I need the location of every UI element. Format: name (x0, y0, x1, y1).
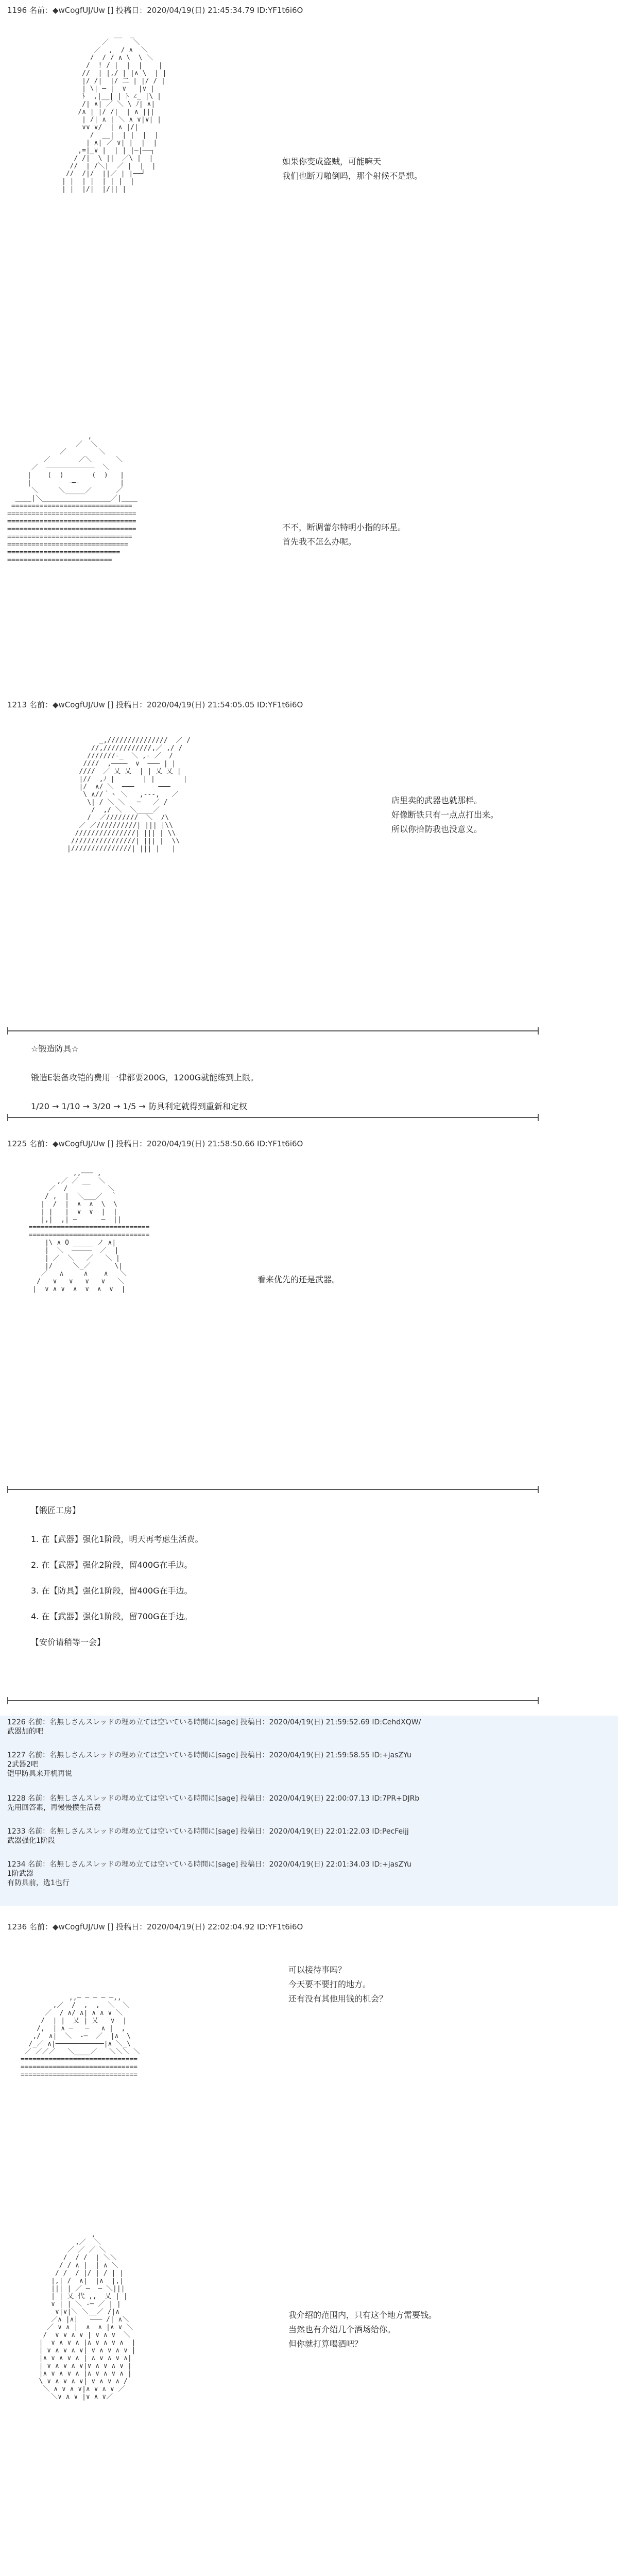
reply-body: 先用回答素，再慢慢攒生活费 (7, 1804, 101, 1812)
dialog-line: 可以接待事吗？ (288, 1965, 347, 1975)
note-line: 锻造E装备攻铠的费用一律都要200G，1200G就能练到上限。 (31, 1073, 259, 1082)
reply-item (0, 1716, 618, 1749)
dialog-line: 我们也断刀啪倒吗，那个射候不是想。 (282, 171, 423, 181)
ascii-art: _,/////////////// ／ / //,////////////,／ ,/ / ///////-_ ＼ ,‐ ／ / //// ,──── ∨ ─── | | //// ／ 乂 乂 | | 乂 乂 | |// ,ﾉ | | | | |/ ∧/ ＼ ─── ─── \ ∧//｀ヽ ＼ ,-‐-, ／ \| / ＼ ＼ ─ ／ / / ,/ ＼ ＼____／ / ／//////// ＼ /\ ／ ／//////////| ||| |\\ ///////////////| ||| | \\ ////////////////| ||| | \\ |///////////////| ||| | | (67, 737, 191, 853)
dialog-line: 还有没有其他用钱的机会？ (288, 1994, 388, 2004)
post-continuation (0, 392, 618, 680)
post-1196 (0, 0, 618, 286)
post-continuation-2 (0, 2215, 618, 2576)
section-divider (7, 1117, 539, 1118)
reply-header: 1228 名前：名無しさんスレッドの埋め立ては空いている時間に[sage] 投稿日：2020/04/19(日) 22:00:07.13 ID:7PR+DJRb (7, 1794, 420, 1803)
dialog-text (288, 2308, 437, 2351)
ascii-art: ,,─ ─ ─ ─ ─,, ,／ / , , ＼ ＼ ／ / ∧/ ∧| ∧ ∧ ∨ ＼ / | | 乂 | 乂 ∨ | /, | ∧ ─ ─ ∧ | , ,/ ∧| ＼ ‐─ ／ |∧ \ /_／ ∧|────────────|∧ ＼_\ ／ ／／／ ＼____／ ＼＼＼ ＼ ============================= ============================= ============================= (21, 1994, 140, 2079)
option-3[interactable]: 3. 在【防具】强化1阶段，留400G在手边。 (31, 1586, 193, 1596)
reply-header: 1226 名前：名無しさんスレッドの埋め立ては空いている時間に[sage] 投稿日：2020/04/19(日) 21:59:52.69 ID:CehdXQW/ (7, 1718, 421, 1726)
post-1213 (0, 690, 618, 1010)
reply-item (0, 1825, 618, 1858)
post-header: 1196 名前：◆wCogfUJ/Uw [] 投稿日：2020/04/19(日) 21:45:34.79 ID:YF1t6i6O (7, 6, 303, 15)
dialog-line: 当然也有介绍几个酒场给你。 (288, 2325, 396, 2334)
reply-body: 2武器2吧 铠甲防具来开机再说 (7, 1760, 72, 1778)
reply-item (0, 1792, 618, 1825)
reply-item (0, 1858, 618, 1901)
dialog-line: 好像断铁只有一点点打出来。 (391, 810, 499, 820)
spacer (31, 1056, 259, 1071)
dialog-line: 不不，断调蕾尔特明小指的环星。 (282, 522, 406, 532)
dialog-text (288, 1963, 387, 2006)
dialog-line: 如果你变成盗贼，可能嘛天 (282, 157, 382, 166)
reply-body: 武器强化1阶段 (7, 1837, 55, 1845)
post-1236 (0, 1917, 618, 2184)
reply-item (0, 1749, 618, 1792)
reply-body: 武器加的吧 (7, 1727, 43, 1736)
dialog-line: 首先我不怎么办呢。 (282, 537, 357, 547)
reply-header: 1233 名前：名無しさんスレッドの埋め立ては空いている時間に[sage] 投稿日：2020/04/19(日) 22:01:22.03 ID:PecFeijj (7, 1827, 409, 1836)
dialog-line: 店里卖的武器也就那样。 (391, 795, 483, 805)
dialog-line: 但你就打算喝酒吧？ (288, 2339, 363, 2349)
note-title: ☆锻造防具☆ (31, 1044, 79, 1054)
option-4[interactable]: 4. 在【武器】强化1阶段，留700G在手边。 (31, 1612, 193, 1621)
option-1[interactable]: 1. 在【武器】强化1阶段，明天再考虑生活费。 (31, 1534, 203, 1544)
post-header: 1225 名前：◆wCogfUJ/Uw [] 投稿日：2020/04/19(日) 21:58:50.66 ID:YF1t6i6O (7, 1139, 303, 1148)
section-divider (7, 1700, 539, 1701)
dialog-line: 今天要不要打的地方。 (288, 1979, 371, 1989)
dialog-line: 看来优先的还是武器。 (258, 1275, 340, 1284)
dialog-line: 我介绍的范围内，只有这个地方需要钱。 (288, 2310, 437, 2320)
post-1225 (0, 1133, 618, 1525)
section-divider (7, 1030, 539, 1031)
workshop-title: 【锻匠工房】 (31, 1505, 81, 1515)
dialog-text (258, 1273, 340, 1287)
reply-header: 1227 名前：名無しさんスレッドの埋め立ては空いている時間に[sage] 投稿日：2020/04/19(日) 21:59:58.55 ID:+jasZYu (7, 1751, 411, 1759)
post-header: 1213 名前：◆wCogfUJ/Uw [] 投稿日：2020/04/19(日) 21:54:05.05 ID:YF1t6i6O (7, 700, 303, 709)
section-divider (7, 1489, 539, 1490)
reply-header: 1234 名前：名無しさんスレッドの埋め立ては空いている時間に[sage] 投稿日：2020/04/19(日) 22:01:34.03 ID:+jasZYu (7, 1860, 411, 1869)
reply-body: 1阶武器 有防具前，选1也行 (7, 1870, 70, 1887)
post-header: 1236 名前：◆wCogfUJ/Uw [] 投稿日：2020/04/19(日) 22:02:04.92 ID:YF1t6i6O (7, 1922, 303, 1931)
ascii-art: ,,─── , ,／ ／ __ ＼ ／ / ＼ / , | ＼___／ ｀ | / | ∧ ∧ \ \ | | | ∨ ∨ | | |,| ,| ─ ─ || ============================== ============================== |\ ∧ O _____ ノ ∧| | ＼ ───── ／ | | ／ ＼ ／ ＼ | |/ ＼_／ \| ／ ∧ ∧ ∧ ＼ / ∨ ∨ ∨ ∨ ＼ | ∨ ∧ ∨ ∧ ∨ ∧ ∨ | (28, 1170, 150, 1293)
ascii-art: , ／ ＼ ／ ＼ ／ ／＼ ＼ ／ ──────────── ＼ | ( ) ( ) | | ‐─‐ | ＼ ＼_____／ ／ ____|＼_________________／|____ ============================== ================================ ================================ ================================ =============================== ============================== ============================ ========================== (7, 433, 138, 564)
spacer (31, 1085, 259, 1099)
forge-armor-note (31, 1042, 259, 1114)
dialog-text (282, 520, 406, 549)
smith-workshop-options (31, 1503, 203, 1650)
reply-list (0, 1716, 618, 1906)
note-line: 1/20 → 1/10 → 3/20 → 1/5 → 防具利定就得到重新和定权 (31, 1101, 247, 1111)
workshop-footer: 【安价请稍等一会】 (31, 1637, 106, 1647)
dialog-text (391, 793, 499, 837)
dialog-line: 所以你拾防我也没意义。 (391, 824, 483, 834)
ascii-art: , ,／ ＼ ／ ／ ／ ＼ / / / | ＼＼ / / ∧ | | ∧ ＼ / / / |/ | / | | |,| / ∧| |∧ |,| ||| | ／ ─ ─ ＼||| | | 乂 代 ,, 乂 | | ∨ | | ＼ ‐─ ／ | | ∨|∨|＼ ＼__／ /|∧ ／∧ |∧| ─── /| ∧＼ ／ ∨ ∧ | ∧ ∧ |∧ ∨ ＼ / ∨ ∨ ∧ ∨ | ∨ ∧ ∨ ＼ | ∨ ∧ ∨ ∧ |∧ ∨ ∧ ∨ ∧ | | ∨ ∧ ∨ ∧ ∨| ∨ ∧ ∨ ∧ ∨ | |∧ ∨ ∧ ∨ ∧ | ∧ ∨ ∧ ∨ ∧| | ∨ ∧ ∨ ∧ ∨|∨ ∧ ∨ ∧ ∨ | |∧ ∨ ∧ ∨ ∧ |∧ ∨ ∧ ∨ ∧ | \ ∨ ∧ ∨ ∧ ∨| ∨ ∧ ∨ ∧ / ＼ ∧ ∨ ∧ ∨|∧ ∨ ∧ ∨ ／ ＼∨ ∧ ∨ |∨ ∧ ∨／ (39, 2231, 136, 2401)
spacer (31, 1518, 203, 1532)
ascii-art: __ _ ／ ＼ ／ , / ∧ ＼ / / / ∧ \ \ ＼ / ! / | | | | // | |,/ | |∧ \ | | |/ /| |/ 二 | |/ / | | \| ─ | ∨ |∨ | ﾄ ,|__| | ﾄ ∠_ |\ | /| ∧| ／ ＼ \ ﾉ| ∧| /∧ | |/ /| | ∧ ||| | /| ∧ | ＼ ∧ ∨|∨| | ∨∨ ∨/ | ∧ |/| / __| | | | | | ∧| ／ ∨| | | | ,=|_∨ | | | |─|──┐ / /| \ || ／\ | | // | /＼| ／ | | | // /|/ ||／ | |──┘ | | | | | | | | | | |/| |/|| | (62, 31, 167, 193)
dialog-text (282, 155, 422, 183)
option-2[interactable]: 2. 在【武器】强化2阶段，留400G在手边。 (31, 1560, 193, 1570)
